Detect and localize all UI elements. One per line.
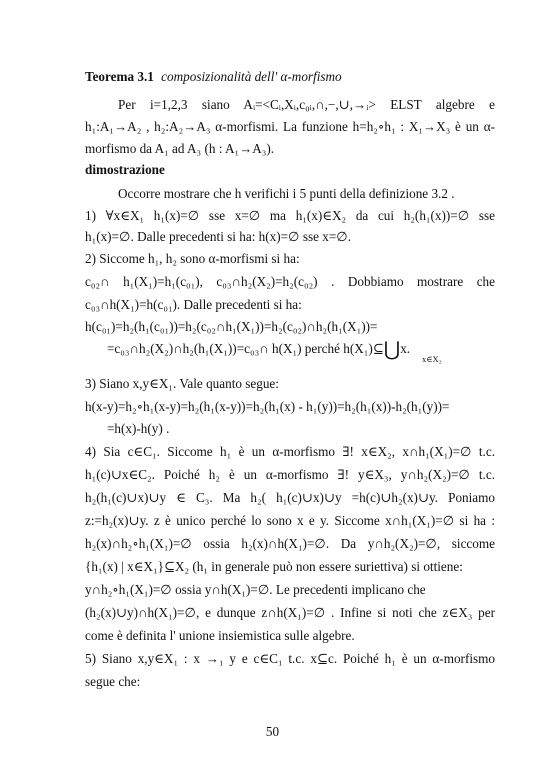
p4-line-2: h₁(c)∪x∈C₂. Poiché h₂ è un α-morfismo ∃! y∈X₃, y∩h₂(X₂)=∅ t.c. — [85, 467, 495, 482]
p3-line-2: h(x-y)=h₂∘h₁(x-y)=h₂(h₁(x-y))=h₂(h₁(x) - h₁(y))=h₂(h₁(x))-h₂(h₁(y))= — [85, 399, 450, 414]
p4-line-1: 4) Sia c∈C₁. Siccome h₁ è un α-morfismo ∃! x∈X₂, x∩h₁(X₁)=∅ t.c. — [85, 444, 495, 459]
p3-line-3: =h(x)-h(y) . — [107, 421, 170, 436]
statement-line-3: morfismo da A₁ ad A₃ (h : A₁→A₃). — [85, 141, 275, 156]
p2-line-1: 2) Siccome h₁, h₂ sono α-morfismi si ha: — [85, 251, 300, 266]
p4-line-4: z:=h₂(x)∪y. z è unico perché lo sono x e y. Siccome x∩h₁(X₁)=∅ si ha : — [85, 513, 495, 528]
theorem-heading-line — [85, 66, 495, 88]
p4-line-8: (h₂(x)∪y)∩h(X₁)=∅, e dunque z∩h(X₁)=∅ . Infine si noti che z∈X₃ per — [85, 605, 495, 620]
p4-line-9: come è definita l' unione insiemistica sulle algebre. — [85, 628, 355, 643]
proof-intro: Occorre mostrare che h verifichi i 5 punti della definizione 3.2 . — [118, 186, 455, 201]
p2-line-3: c₀₃∩h(X₁)=h(c₀₁). Dalle precedenti si ha: — [85, 297, 302, 312]
union-symbol: ⋃ — [383, 339, 401, 361]
p1-line-2: h₁(x)=∅. Dalle precedenti si ha: h(x)=∅ sse x=∅. — [85, 229, 352, 244]
p5-line-1: 5) Siano x,y∈X₁ : x →₁ y e c∈C₁ t.c. x⊆c. Poiché h₁ è un α-morfismo — [85, 651, 495, 666]
union-subscript: x∈X₂ — [422, 354, 442, 364]
page-number: 50 — [265, 724, 280, 739]
p1-line-1: 1) ∀x∈X₁ h₁(x)=∅ sse x=∅ ma h₁(x)∈X₂ da cui h₂(h₁(x))=∅ sse — [85, 208, 495, 223]
statement-line-1: Per i=1,2,3 siano Aᵢ=<Cᵢ,Xᵢ,c₀ᵢ,∩,−,∪,→ᵢ> ELST algebre e — [118, 97, 495, 112]
p3-line-1: 3) Siano x,y∈X₁. Vale quanto segue: — [85, 376, 279, 391]
theorem-subtitle: composizionalità dell' α-morfismo — [161, 69, 342, 84]
theorem-title: Teorema 3.1 — [85, 69, 154, 84]
p4-line-7: y∩h₂∘h₁(X₁)=∅ ossia y∩h(X₁)=∅. Le precedenti implicano che — [85, 582, 426, 597]
p2-line-4: h(c₀₁)=h₂(h₁(c₀₁))=h₂(c₀₂∩h₁(X₁))=h₂(c₀₂)∩h₂(h₁(X₁))= — [85, 319, 378, 334]
p4-line-6: {h₁(x) | x∈X₁}⊆X₂ (h₁ in generale può non essere suriettiva) si ottiene: — [85, 559, 463, 574]
p2-line-5: =c₀₃∩h₂(X₂)∩h₂(h₁(X₁))=c₀₃∩ h(X₁) perché h(X₁)⊆⋃x. — [107, 339, 411, 361]
p5-line-2: segue che: — [85, 674, 141, 689]
p4-line-5: h₂(x)∩h₂∘h₁(X₁)=∅ ossia h₂(x)∩h(X₁)=∅. Da y∩h₂(X₂)=∅, siccome — [85, 536, 495, 551]
p2-line-2: c₀₂∩ h₁(X₁)=h₁(c₀₁), c₀₃∩h₂(X₂)=h₂(c₀₂) . Dobbiamo mostrare che — [85, 274, 495, 289]
statement-line-2: h₁:A₁→A₂ , h₂:A₂→A₃ α-morfismi. La funzione h=h₂∘h₁ : X₁→X₃ è un α- — [85, 119, 495, 134]
p4-line-3: h₂(h₁(c)∪x)∪y ∈ C₃. Ma h₂( h₁(c)∪x)∪y =h(c)∪h₂(x)∪y. Poniamo — [85, 490, 495, 505]
proof-heading: dimostrazione — [85, 162, 165, 177]
